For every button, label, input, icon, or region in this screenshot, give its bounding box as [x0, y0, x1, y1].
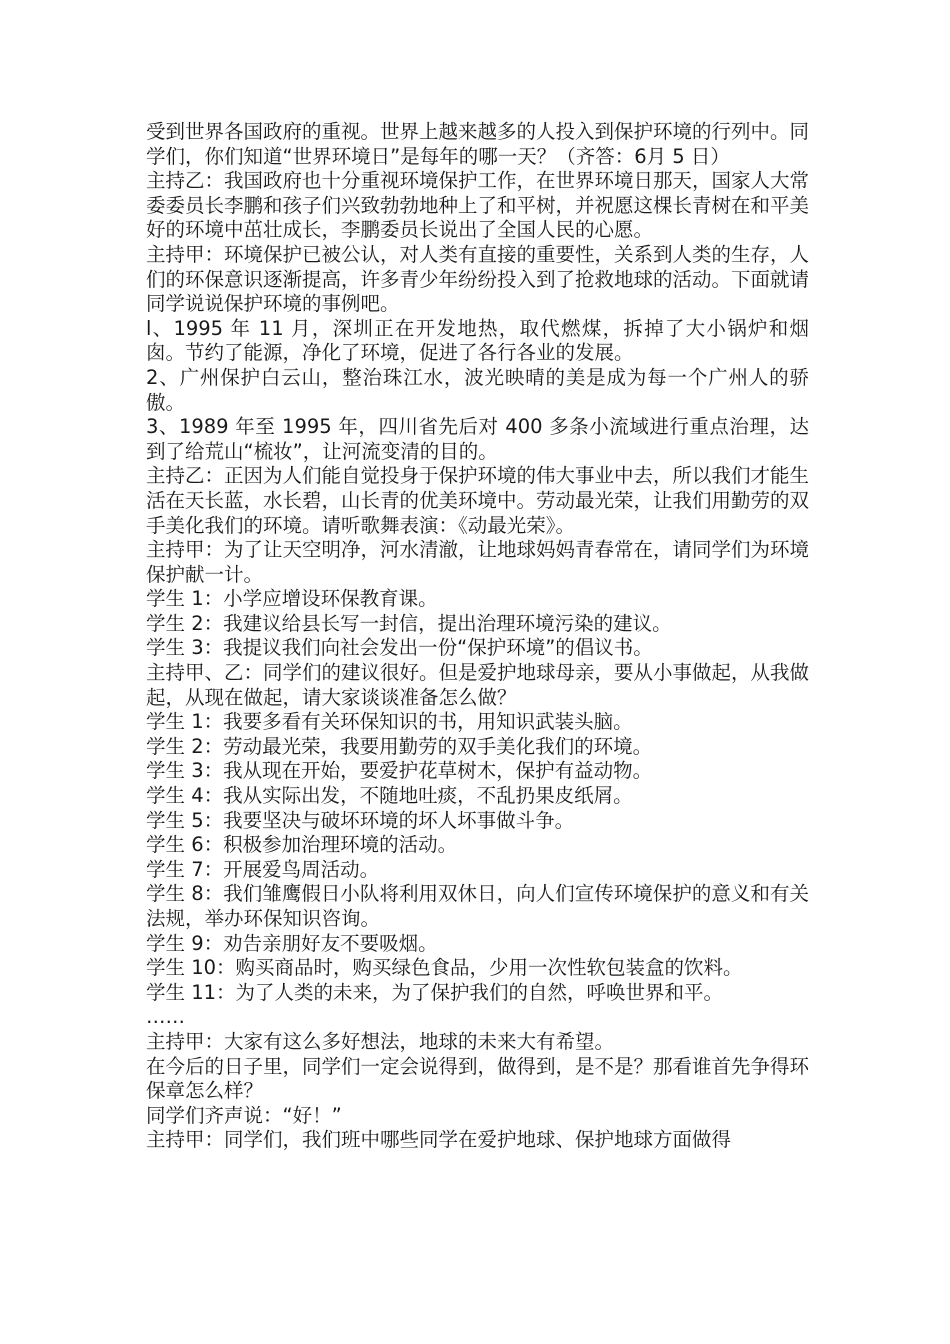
paragraph: 同学们齐声说：“好！”: [146, 1103, 342, 1127]
paragraph: ……: [146, 1005, 185, 1029]
paragraph: 学生 8：我们雏鹰假日小队将利用双休日，向人们宣传环境保护的意义和有关法规，举办环保知识咨询。: [146, 882, 809, 930]
paragraph: 学生 1：小学应增设环保教育课。: [146, 587, 438, 611]
paragraph: 学生 6：积极参加治理环境的活动。: [146, 833, 458, 857]
paragraph: 主持甲：同学们，我们班中哪些同学在爱护地球、保护地球方面做得: [146, 1128, 732, 1152]
paragraph: 学生 2：劳动最光荣，我要用勤劳的双手美化我们的环境。: [146, 734, 653, 758]
paragraph: l、1995 年 11 月，深圳正在开发地热，取代燃煤，拆掉了大小锅炉和烟囱。节约了能源，净化了环境，促进了各行各业的发展。: [146, 316, 809, 365]
document-body: [146, 120, 809, 1153]
paragraph: 主持甲：环境保护已被公认，对人类有直接的重要性，关系到人类的生存，人们的环保意识逐渐提高，许多青少年纷纷投入到了抢救地球的活动。下面就请同学说说保护环境的事例吧。: [146, 242, 810, 316]
paragraph: 学生 7：开展爱鸟周活动。: [146, 857, 380, 881]
paragraph: 学生 3：我从现在开始，要爱护花草树木，保护有益动物。: [146, 759, 653, 783]
paragraph: 主持甲：大家有这么多好想法，地球的未来大有希望。: [146, 1029, 615, 1053]
paragraph: 学生 3：我提议我们向社会发出一份“保护环境”的倡议书。: [146, 636, 653, 660]
paragraph: 主持甲：为了让天空明净，河水清澈，让地球妈妈青春常在，请同学们为环境保护献一计。: [146, 538, 810, 586]
paragraph: 学生 11：为了人类的未来，为了保护我们的自然，呼唤世界和平。: [146, 980, 724, 1004]
paragraph: 受到世界各国政府的重视。世界上越来越多的人投入到保护环境的行列中。同学们，你们知道“世界环境日”是每年的哪一天？（齐答：6月 5 日）: [146, 120, 810, 168]
paragraph: 学生 9：劝告亲朋好友不要吸烟。: [146, 931, 438, 955]
paragraph: 3、1989 年至 1995 年，四川省先后对 400 多条小流域进行重点治理，达到了给荒山“梳妆”，让河流变清的目的。: [146, 415, 809, 463]
paragraph: 在今后的日子里，同学们一定会说得到，做得到，是不是？那看谁首先争得环保章怎么样？: [146, 1054, 810, 1103]
paragraph: 学生 5：我要坚决与破坏环境的坏人坏事做斗争。: [146, 808, 575, 832]
paragraph: 学生 4：我从实际出发，不随地吐痰，不乱扔果皮纸屑。: [146, 784, 633, 808]
paragraph: 主持乙：正因为人们能自觉投身于保护环境的伟大事业中去，所以我们才能生活在天长蓝，水长碧，山长青的优美环境中。劳动最光荣，让我们用勤劳的双手美化我们的环境。请听歌舞表演：《动最光荣》。: [146, 464, 810, 537]
paragraph: 主持甲、乙：同学们的建议很好。但是爱护地球母亲，要从小事做起，从我做起，从现在做起，请大家谈谈准备怎么做？: [146, 661, 810, 709]
paragraph: 学生 10：购买商品时，购买绿色食品，少用一次性软包装盒的饮料。: [146, 956, 743, 980]
paragraph: 学生 2：我建议给县长写一封信，提出治理环境污染的建议。: [146, 611, 672, 635]
paragraph: 2、广州保护白云山，整治珠江水，波光映晴的美是成为每一个广州人的骄傲。: [146, 365, 809, 414]
paragraph: 主持乙：我国政府也十分重视环境保护工作，在世界环境日那天，国家人大常委委员长李鹏和孩子们兴致勃勃地种上了和平树，并祝愿这棵长青树在和平美好的环境中茁壮成长，李鹏委员长说出了全国人民的心愿。: [146, 169, 810, 242]
paragraph: 学生 1：我要多看有关环保知识的书，用知识武装头脑。: [146, 710, 633, 734]
